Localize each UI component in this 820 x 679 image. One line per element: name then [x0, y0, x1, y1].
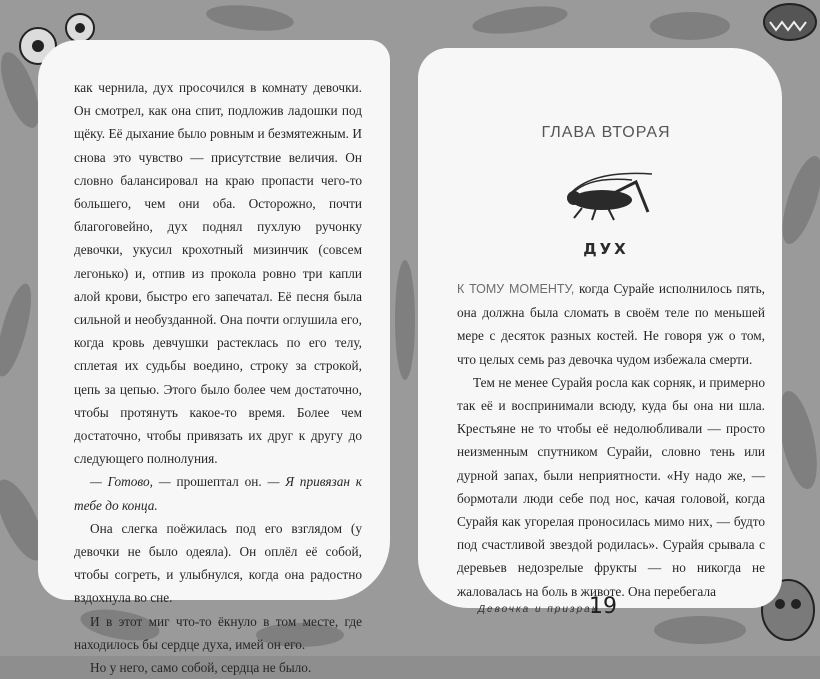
paragraph: Тем не менее Сурайя росла как сорняк, и примерно так её и воспринимали всюду, куда бы она ни шла. Крестьяне не то чтобы её недолюбливали — просто неизменным спутником Сурайи, словно тень или дурной запах, были неприятности. «Ну надо же, — бормотали люди себе под нос, качая головой, когда Сурайя как угорелая проносилась мимо них, — будто под счастливой звездой родилась». Сурайя срывала с деревьев недозрелые фрукты — но никогда не жаловалась на боль в животе. Она перебегала	[457, 374, 765, 599]
carnivorous-plant-icon	[764, 4, 816, 40]
right-page-text	[457, 277, 765, 603]
cricket-icon	[552, 170, 662, 222]
running-head: Девочка и призрак	[478, 604, 599, 615]
paragraph: И в этот миг что-то ёкнуло в том месте, где находилось бы сердце духа, имей он его.	[74, 613, 362, 652]
dialogue-paragraph: — Готово, — прошептал он. — Я привязан к тебе до конца.	[74, 474, 363, 513]
left-page-text	[74, 76, 362, 679]
chapter-subtitle: ДУХ	[583, 240, 629, 258]
paragraph: Но у него, само собой, сердца не было.	[90, 660, 312, 676]
paragraph: как чернила, дух просочился в комнату девочки. Он смотрел, как она спит, подложив ладошки под щёку. Её дыхание было ровным и безмятежным. И снова это чувство — присутствие величия. Он словно балансировал на краю пропасти чего-то большего, чем они оба. Осторожно, почти благоговейно, дух поднял пухлую ручонку девочки, укусил крохотный мизинчик (совсем легонько) и, отпив из прокола ровно три капли алой крови, быстро его запечатал. Её песня была сильной и необузданной. Она почти оглушила его, когда кровь девчушки растеклась по его телу, сплетая их судьбы воедино, строку за строкой, цепь за цепью. Этого было более чем достаточно, чтобы протянуть какое-то время. Более чем достаточно, чтобы привязать их друг к другу до следующего полнолуния.	[74, 80, 362, 467]
opening-paragraph: К ТОМУ МОМЕНТУ, когда Сурайе исполнилось пять, она должна была сломать в своём теле по меньшей мере с десяток разных костей. Не говоря уж о том, что целых семь раз девочка чудом избежала смерти.	[457, 281, 765, 367]
page-number: 19	[589, 594, 617, 619]
chapter-title: ГЛАВА ВТОРАЯ	[541, 124, 671, 141]
lead-in: К ТОМУ МОМЕНТУ,	[457, 282, 575, 296]
paragraph: Она слегка поёжилась под его взглядом (у девочки не было одеяла). Он оплёл её собой, чтобы согреть, и улыбнулся, когда она радостно вздохнула во сне.	[74, 520, 362, 606]
